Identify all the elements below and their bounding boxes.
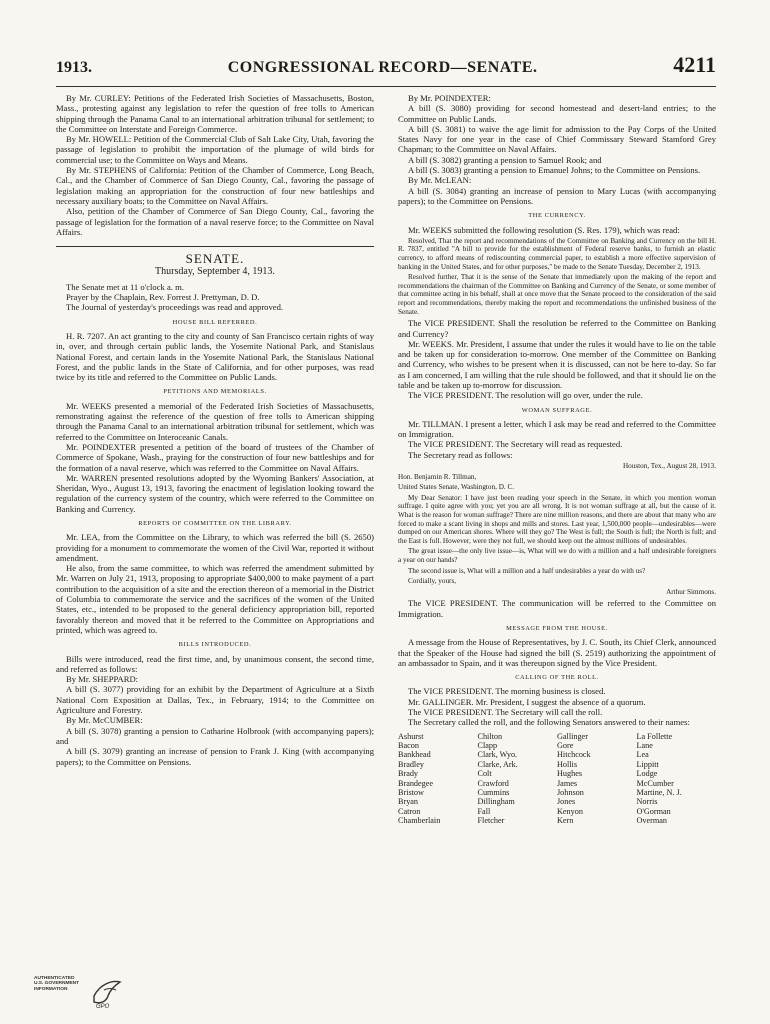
page (56, 52, 716, 1017)
paragraph: The Secretary read as follows: (408, 449, 513, 460)
paragraph: The VICE PRESIDENT. The Secretary will call the roll. (408, 707, 603, 718)
senator-name: Lane (636, 741, 653, 751)
stamp-line: AUTHENTICATED (34, 976, 75, 981)
names-column (557, 732, 637, 826)
senator-name: Fletcher (477, 816, 505, 826)
paragraph: Also, petition of the Chamber of Commerce of San Diego County, Cal., favoring the passage of legislation for the formation of a naval reserve force; to the Committee on Naval Affairs. (56, 206, 374, 237)
paragraph: Mr. WEEKS. Mr. President, I assume that under the rules it would have to lie on the table and be taken up for consideration to-morrow. One member of the Committee on Banking and Currency, who wishes to be present when it is discussed, can not be here to-day. So far as I am concerned, I am willing that the rule should be followed, and that it should lie on the table and be taken up to-morrow for discussion. (398, 338, 716, 390)
section-heading-senate: SENATE. (56, 246, 374, 264)
resolution-text: Resolved, That the report and recommendations of the Committee on Banking and Currency on the bill H. R. 7837, entitled "A bill to provide for the establishment of Federal reserve banks, to furnish an elastic currency, to afford means of rediscounting commercial paper, to establish a more effective supervision of banking in the United States, and for other purposes," be made to the Senate Tuesday, December 2, 1913. (398, 236, 716, 271)
senator-name: Norris (636, 797, 658, 807)
letter-body: The second issue is, What will a million and a half undesirables a year do with us? (408, 566, 646, 575)
gpo-authentication-stamp (34, 976, 124, 1018)
letter-closing: Cordially, yours, (408, 577, 457, 586)
senator-name: Cummins (477, 788, 510, 798)
senator-name: Hollis (557, 759, 578, 769)
paragraph: By Mr. POINDEXTER: (408, 93, 491, 103)
paragraph: A bill (S. 3079) granting an increase of pension to Frank J. King (with accompanying papers); to the Committee on Pensions. (56, 746, 374, 767)
senator-name: Jones (557, 797, 576, 807)
resolution-text: Resolved further, That it is the sense of the Senate that immediately upon the making of the report and recommendations the chairman of the Committee on Banking and Currency of the Senate, or some member of that committee acting in his behalf, shall at once move that the Senate proceed to the consideration of the said report and recommendations, thereby making the report and recommendations the unfinished business of the Senate. (398, 273, 716, 316)
senator-name: Chilton (477, 731, 503, 741)
letter-signature: Arthur Simmons. (666, 587, 716, 596)
senator-name: Overman (636, 816, 667, 826)
paragraph: A bill (S. 3078) granting a pension to Catharine Holbrook (with accompanying papers); and (56, 725, 374, 746)
senator-name: Gore (557, 741, 574, 751)
senator-name: Lippitt (636, 759, 659, 769)
letter-body: My Dear Senator: I have just been reading your speech in the Senate, in which you mention woman suffrage. I quite agree with you; yet you are all wrong. It is not woman suffrage at all, but the cause of it. What is the reason for woman suffrage? There are nine million reasons, and there are about that many who are forced to make a scant living in shops and mills and stores. Last year, 1,500,000 people—undesirables—were dumped on our American shores. Where will they go? The West is full; the South is full; the North is full; and the East is full. However, were they not full, we should keep out the almost millions of undesirables. (398, 493, 716, 545)
paragraph: A bill (S. 3083) granting a pension to Emanuel Johns; to the Committee on Pensions. (408, 165, 701, 176)
senator-name: Hughes (557, 769, 583, 779)
paragraph: A bill (S. 3082) granting a pension to Samuel Rook; and (408, 154, 602, 165)
paragraph: A message from the House of Representatives, by J. C. South, its Chief Clerk, announced that the Speaker of the House had signed the bill (S. 2519) authorizing the appointment of an ambassador to Spain, and it was thereupon signed by the Vice President. (398, 637, 716, 668)
roll-call-names (398, 732, 716, 826)
letter-body: The great issue—the only live issue—is, What will we do with a million and a half undesirable foreigners a year on our hands? (398, 547, 716, 564)
paragraph: By Mr. SHEPPARD: (66, 674, 139, 685)
senator-name: Colt (477, 769, 492, 779)
left-column (56, 93, 374, 826)
senator-name: Bacon (398, 741, 419, 751)
paragraph: By Mr. CURLEY: Petitions of the Federated Irish Societies of Massachusetts, Boston, Mass., protesting against any legislation to refer the question of free tolls to American shipping through the Panama Canal to an international arbitration tribunal for settlement; to the Committee on Interstate and Foreign Commerce. (56, 93, 374, 134)
senator-name: Bristow (398, 788, 424, 798)
senator-name: Clapp (477, 741, 498, 751)
paragraph: By Mr. STEPHENS of California: Petition of the Chamber of Commerce, Long Beach, Cal., and the Chamber of Commerce of San Diego County, Cal., favoring the passage of legislation making an appropriation for the construction of four new battleships and necessary auxiliary boats; to the Committee on Naval Affairs. (56, 165, 374, 206)
senator-name: Martine, N. J. (636, 788, 682, 798)
paragraph: The VICE PRESIDENT. The communication will be referred to the Committee on Immigration. (398, 598, 716, 619)
names-column (637, 732, 717, 826)
header-title: CONGRESSIONAL RECORD—SENATE. (227, 59, 538, 76)
paragraph: Mr. WEEKS submitted the following resolution (S. Res. 179), which was read: (408, 224, 680, 235)
paragraph: Prayer by the Chaplain, Rev. Forrest J. Prettyman, D. D. (66, 292, 260, 303)
subheading: MESSAGE FROM THE HOUSE. (506, 624, 608, 632)
senator-name: Bryan (398, 797, 419, 807)
paragraph: Mr. LEA, from the Committee on the Library, to which was referred the bill (S. 2650) providing for a monument to commemorate the women of the Civil War, reported it without amendment. (56, 532, 374, 563)
paragraph: The Secretary called the roll, and the following Senators answered to their names: (408, 717, 690, 728)
paragraph: H. R. 7207. An act granting to the city and county of San Francisco certain rights of way in, over, and through certain public lands, the Yosemite National Park, and Stanislaus National Forest, and certain lands in the Yosemite National Park, the Stanislaus National Forest, and the public lands in the State of California, and for other purposes, was read twice by its title and referred to the Committee on Public Lands. (56, 330, 374, 383)
session-date: Thursday, September 4, 1913. (155, 266, 275, 278)
senator-name: Bankhead (398, 750, 431, 760)
senator-name: Catron (398, 806, 421, 816)
paragraph: Mr. WARREN presented resolutions adopted by the Wyoming Bankers' Association, at Sheridan, Wyo., August 13, 1913, favoring the enactment of legislation looking toward the regulation of the currency system of the country, which were referred to the Committee on Banking and Currency. (56, 472, 374, 514)
paragraph: Mr. POINDEXTER presented a petition of the board of trustees of the Chamber of Commerce of Spokane, Wash., praying for the construction of four new battleships and for the formation of a naval reserve, which was referred to the Committee on Naval Affairs. (56, 441, 374, 473)
subheading: BILLS INTRODUCED. (178, 641, 252, 649)
paragraph: A bill (S. 3084) granting an increase of pension to Mary Lucas (with accompanying papers); to the Committee on Pensions. (398, 185, 716, 206)
subheading: WOMAN SUFFRAGE. (521, 406, 593, 414)
senator-name: Brady (398, 769, 419, 779)
header-year: 1913. (56, 59, 92, 76)
paragraph: The VICE PRESIDENT. The resolution will go over, under the rule. (408, 390, 643, 401)
paragraph: By Mr. HOWELL: Petition of the Commercial Club of Salt Lake City, Utah, favoring the passage of legislation to prohibit the importation of the plumage of wild birds for commercial use; to the Committee on Ways and Means. (56, 134, 374, 165)
subheading: PETITIONS AND MEMORIALS. (163, 388, 267, 396)
paragraph: Mr. TILLMAN. I present a letter, which I ask may be read and referred to the Committee on Immigration. (398, 418, 716, 440)
subheading: CALLING OF THE ROLL. (515, 674, 599, 682)
paragraph: The VICE PRESIDENT. The Secretary will read as requested. (408, 439, 623, 450)
senator-name: McCumber (636, 778, 674, 788)
senator-name: Fall (477, 806, 491, 816)
senator-name: Clark, Wyo. (477, 750, 518, 760)
senator-name: Brandegee (398, 778, 434, 788)
senator-name: Bradley (398, 759, 424, 769)
senator-name: James (557, 778, 578, 788)
senator-name: Lea (636, 750, 649, 760)
senator-name: Ashurst (398, 731, 424, 741)
paragraph: A bill (S. 3077) providing for an exhibit by the Department of Agriculture at a Sixth National Corn Exposition at Dallas, Tex., in February, 1914; to the Committee on Agriculture and Forestry. (56, 684, 374, 716)
paragraph: By Mr. McLEAN: (408, 175, 472, 186)
names-column (478, 732, 558, 826)
right-column (398, 93, 716, 826)
senator-name: Hitchcock (557, 750, 591, 760)
senator-name: Lodge (636, 769, 658, 779)
gpo-label: GPO (96, 1004, 110, 1010)
page-header (56, 52, 716, 87)
senator-name: Gallinger (557, 731, 588, 741)
letter-addressee: Hon. Benjamin R. Tillman, (398, 472, 477, 481)
paragraph: A bill (S. 3081) to waive the age limit for admission to the Pay Corps of the United States Navy for one year in the case of Chief Commissary Steward Stamford Grey Chapman; to the Committee on Naval Affairs. (398, 123, 716, 155)
subheading: THE CURRENCY. (528, 212, 586, 220)
senator-name: Clarke, Ark. (477, 759, 518, 769)
subheading: REPORTS OF COMMITTEE ON THE LIBRARY. (138, 519, 292, 527)
senator-name: Crawford (477, 778, 509, 788)
letter-dateline: Houston, Tex., August 28, 1913. (622, 462, 716, 471)
paragraph: By Mr. McCUMBER: (66, 715, 143, 726)
senator-name: La Follette (636, 731, 673, 741)
senator-name: Dillingham (477, 797, 515, 807)
stamp-line: INFORMATION (34, 986, 68, 992)
paragraph: The VICE PRESIDENT. Shall the resolution be referred to the Committee on Banking and Currency? (398, 318, 716, 339)
paragraph: A bill (S. 3080) providing for second homestead and desert-land entries; to the Committee on Public Lands. (398, 103, 716, 124)
stamp-line: U.S. GOVERNMENT (34, 981, 80, 987)
senator-name: O'Gorman (636, 806, 671, 816)
paragraph: The VICE PRESIDENT. The morning business is closed. (408, 686, 606, 697)
paragraph: Mr. GALLINGER. Mr. President, I suggest the absence of a quorum. (408, 696, 646, 707)
paragraph: The Journal of yesterday's proceedings was read and approved. (66, 302, 284, 313)
senator-name: Kern (557, 816, 574, 826)
paragraph: He also, from the same committee, to which was referred the amendment submitted by Mr. Warren on July 21, 1913, proposing to appropriate $400,000 to make payment of a part contribution to the acquisition of a site and the erection thereon of a memorial in the District of Columbia to commemorate the service and the sacrifices of the women of the United States, etc., intended to be proposed to the general deficiency appropriation bill, reported favorably thereon and moved that it be referred to the Committee on Appropriations and printed, which was agreed to. (56, 563, 374, 635)
page-number: 4211 (673, 52, 716, 77)
senator-name: Kenyon (557, 806, 583, 816)
paragraph: Mr. WEEKS presented a memorial of the Federated Irish Societies of Massachusetts, remonstrating against the reference of the question of free tolls to American shipping through the Panama Canal to an international arbitration tribunal for settlement, which was referred to the Committee on Interoceanic Canals. (56, 400, 374, 442)
senator-name: Johnson (557, 788, 584, 798)
names-column (398, 732, 478, 826)
letter-address: United States Senate, Washington, D. C. (398, 483, 515, 492)
paragraph: The Senate met at 11 o'clock a. m. (66, 281, 184, 292)
senator-name: Chamberlain (398, 816, 441, 826)
paragraph: Bills were introduced, read the first time, and, by unanimous consent, the second time, and referred as follows: (56, 653, 374, 674)
subheading: HOUSE BILL REFERRED. (172, 318, 258, 326)
columns (56, 93, 716, 826)
